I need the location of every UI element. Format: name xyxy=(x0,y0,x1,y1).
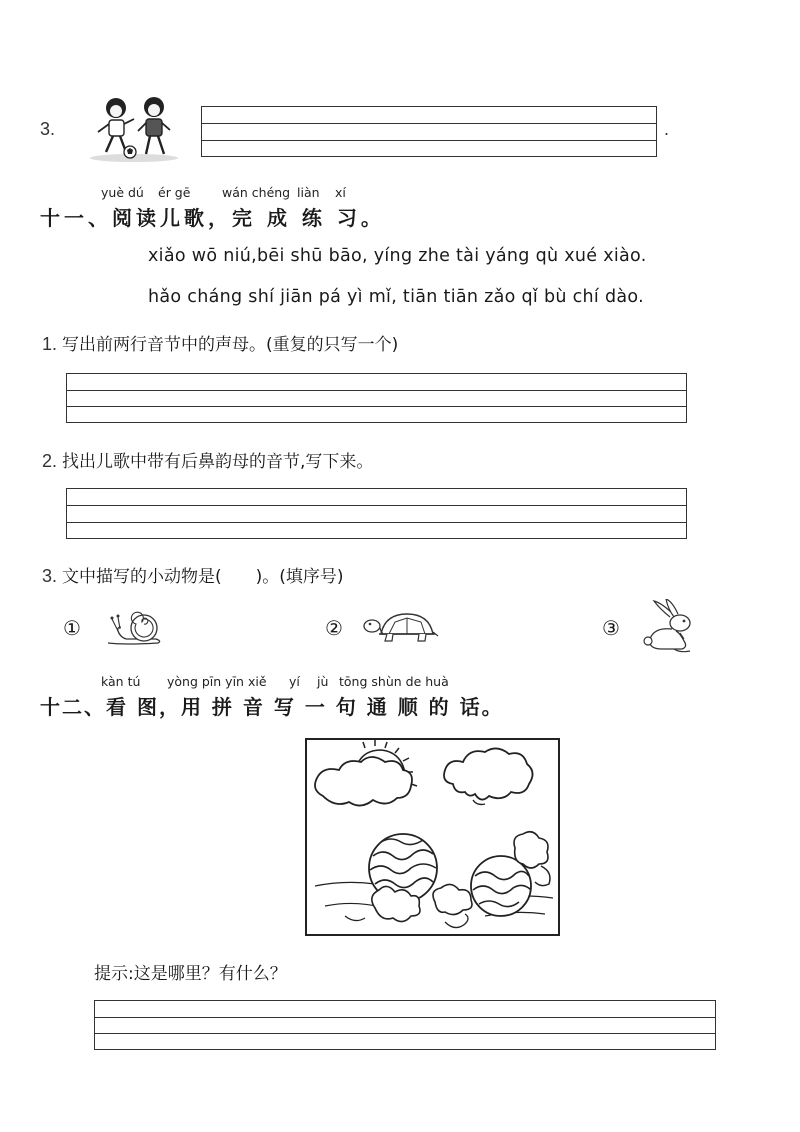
sentence-period: . xyxy=(664,119,670,139)
pinyin-annotation: xí xyxy=(335,185,346,200)
answer-writing-lines[interactable] xyxy=(66,488,687,539)
question xyxy=(42,447,373,472)
rabbit-icon xyxy=(640,599,698,655)
question-text: 文中描写的小动物是( )。(填序号) xyxy=(62,567,344,587)
snail-icon xyxy=(104,607,164,649)
answer-writing-lines[interactable] xyxy=(66,373,687,423)
hint-text: 提示:这是哪里？有什么？ xyxy=(94,964,287,984)
pinyin-annotation: yuè dú xyxy=(101,185,144,200)
question-number: 1. xyxy=(42,334,58,354)
pinyin-annotation: yí xyxy=(289,674,300,689)
poem-line: xiǎo wō niú,bēi shū bāo, yíng zhe tài yáng qù xué xiào. xyxy=(148,246,647,266)
pinyin-annotation: wán chéng xyxy=(222,185,291,200)
question-text: 找出儿歌中带有后鼻韵母的音节,写下来。 xyxy=(62,452,374,472)
section-title: 十二、看 图，用 拼 音 写 一 句 通 顺 的 话。 xyxy=(40,695,504,719)
writing-lines[interactable] xyxy=(201,106,657,157)
question-number: 3. xyxy=(42,566,58,586)
pinyin-annotation: tōng shùn de huà xyxy=(339,674,449,689)
pinyin-annotation: ér gē xyxy=(158,185,191,200)
children-playing-football-illustration xyxy=(84,94,184,164)
turtle-icon xyxy=(363,608,439,646)
landscape-picture xyxy=(305,738,560,936)
answer-writing-lines[interactable] xyxy=(94,1000,716,1050)
pinyin-annotation: yòng pīn yīn xiě xyxy=(167,674,267,689)
question xyxy=(42,330,398,355)
pinyin-annotation: liàn xyxy=(297,185,320,200)
section-title: 十一、阅读儿歌，完 成 练 习。 xyxy=(40,206,385,230)
option-marker[interactable]: ① xyxy=(63,616,81,640)
option-marker[interactable]: ③ xyxy=(602,616,620,640)
question xyxy=(42,562,344,587)
option-marker[interactable]: ② xyxy=(325,616,343,640)
pinyin-annotation: kàn tú xyxy=(101,674,141,689)
question-number: 3. xyxy=(40,119,56,139)
poem-line: hǎo cháng shí jiān pá yì mǐ, tiān tiān zǎo qǐ bù chí dào. xyxy=(148,287,644,307)
question-number: 2. xyxy=(42,451,58,471)
question-text: 写出前两行音节中的声母。(重复的只写一个) xyxy=(62,335,399,355)
pinyin-annotation: jù xyxy=(317,674,329,689)
